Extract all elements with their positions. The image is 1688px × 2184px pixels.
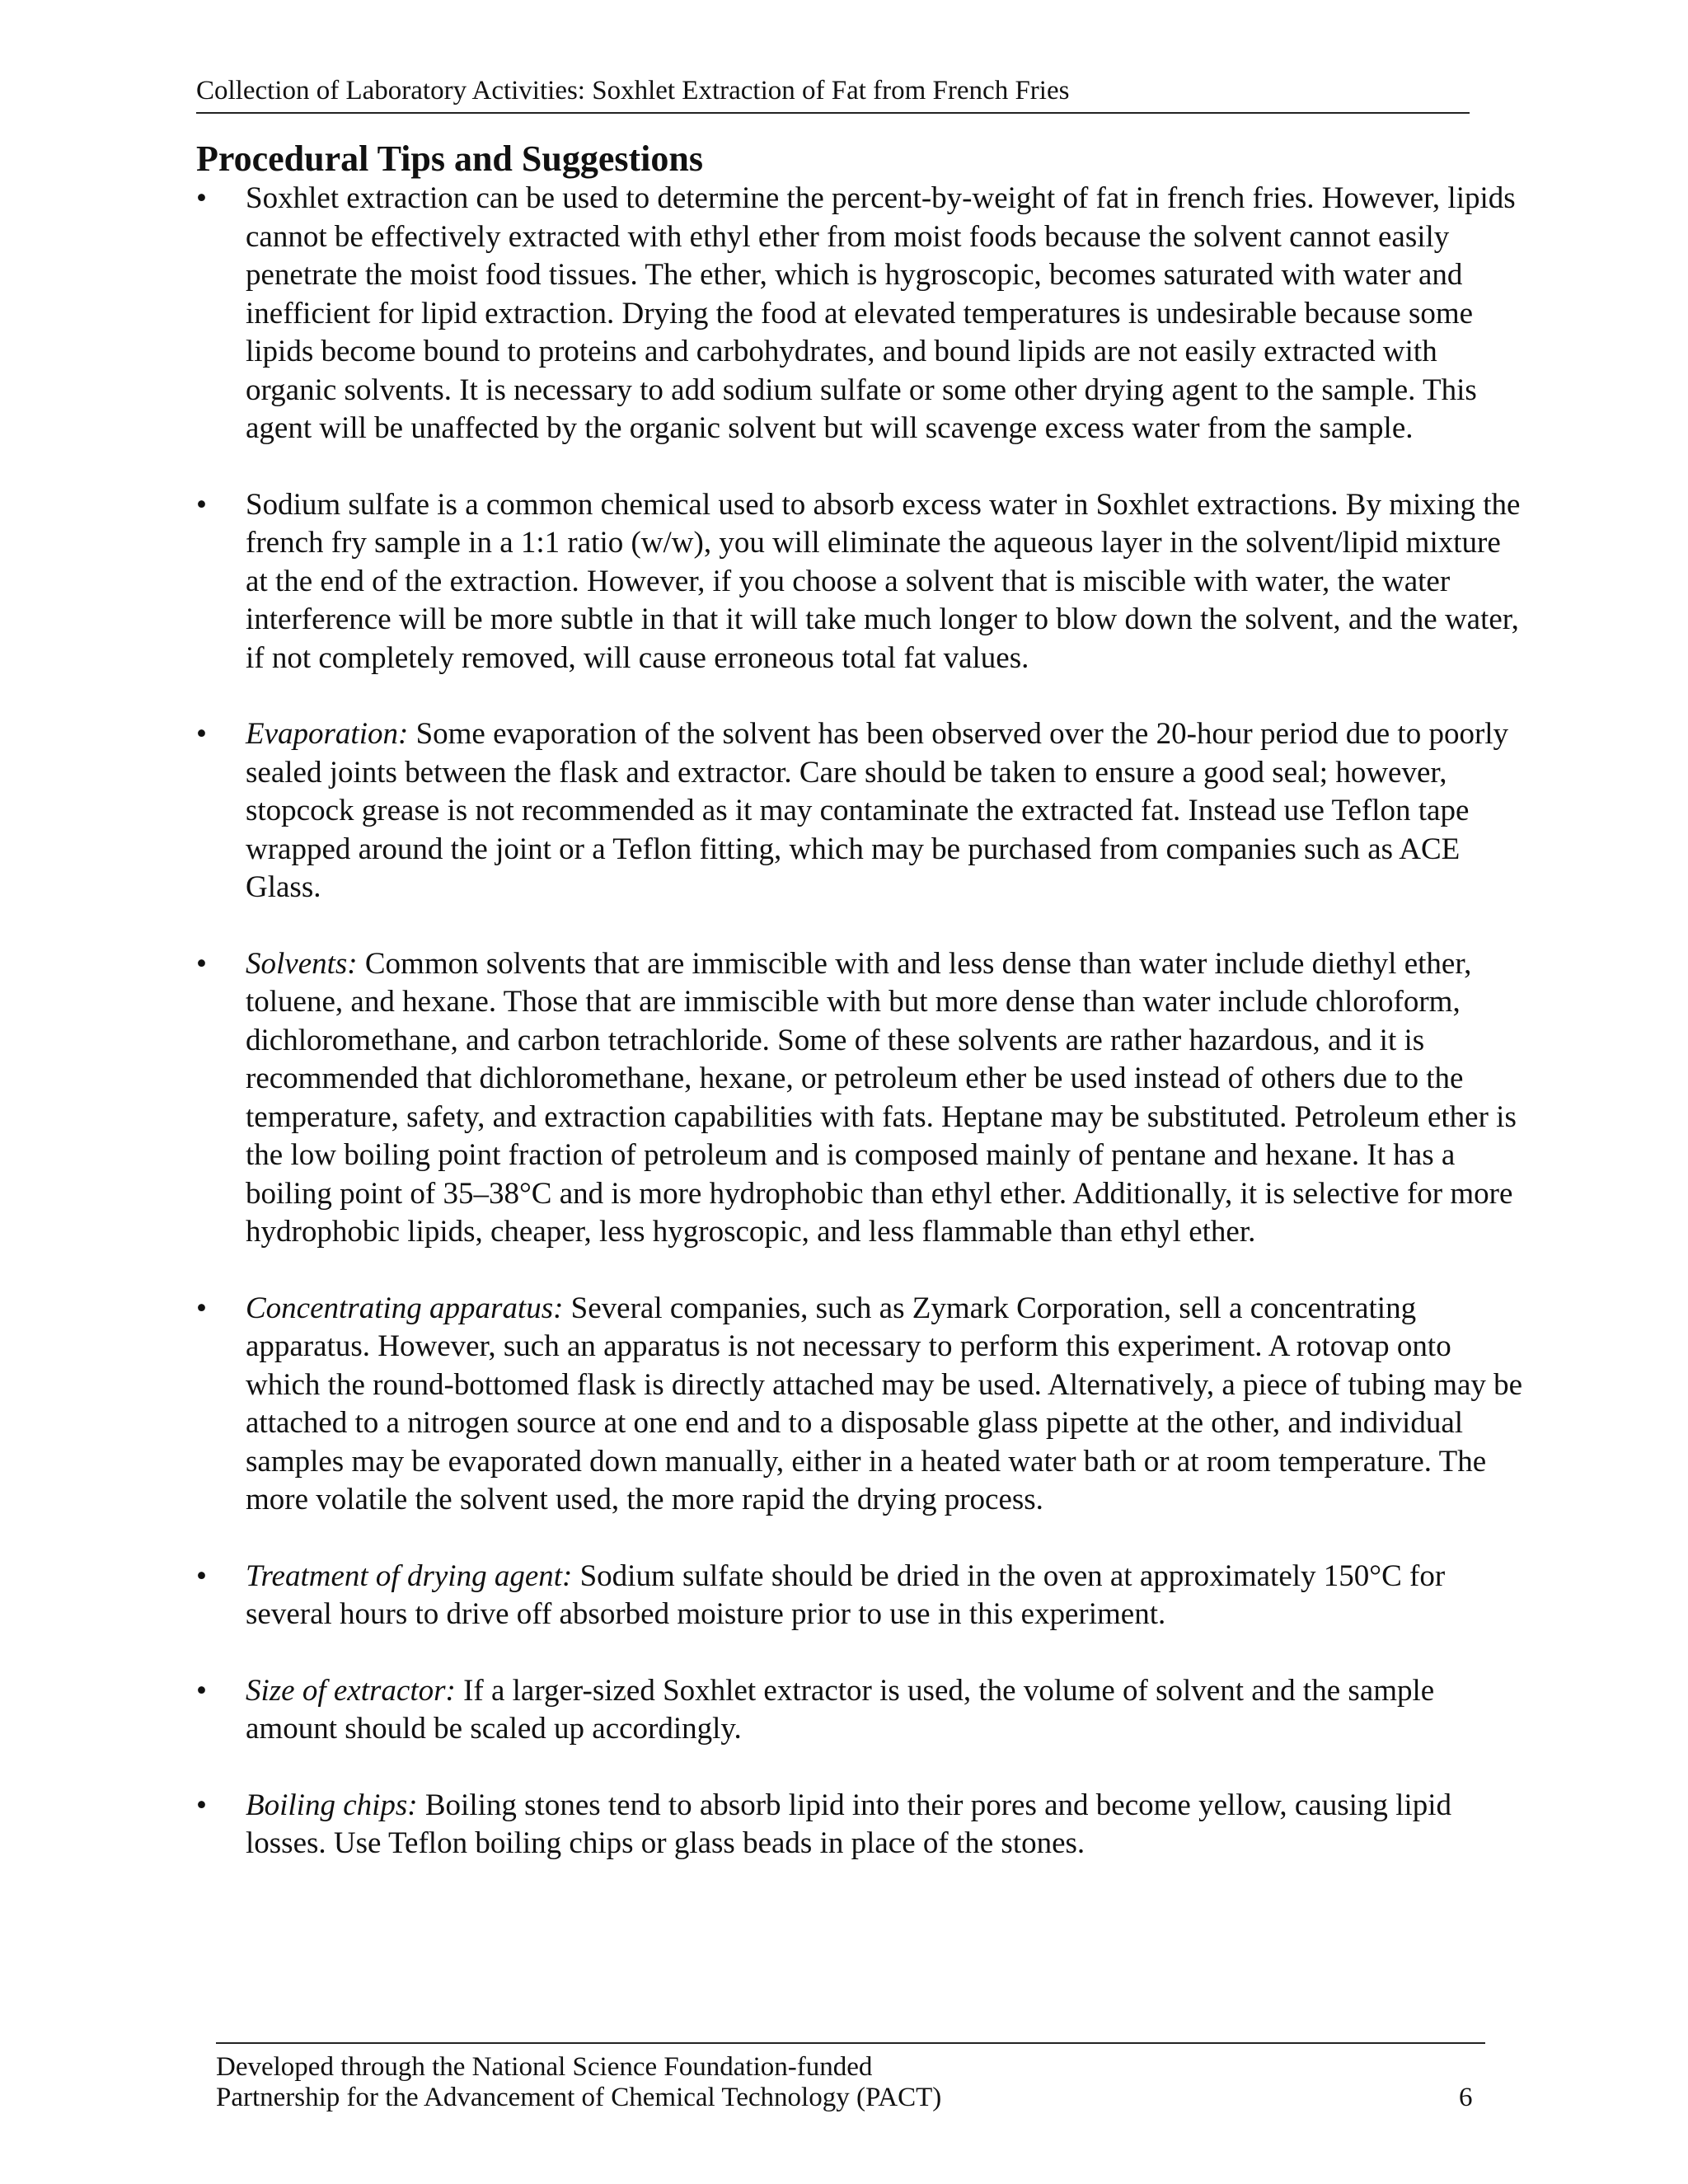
tip-text: Sodium sulfate is a common chemical used to absorb excess water in Soxhlet extractions. By mixing the french fry sample in a 1:1 ratio (w/w), you will eliminate the aqueous layer in the solvent/lipid mixture at the end of the extraction. However, if you choose a solvent that is miscible with water, the water interference will be more subtle in that it will take much longer to blow down the solvent, and the water, if not completely removed, will cause erroneous total fat values.: [246, 487, 1521, 675]
tip-label: Size of extractor:: [246, 1673, 456, 1708]
tip-text: If a larger-sized Soxhlet extractor is used, the volume of solvent and the sample amount should be scaled up accordingly.: [246, 1673, 1435, 1746]
bullet-icon: •: [196, 487, 207, 522]
bullet-icon: •: [196, 1788, 207, 1822]
bullet-icon: •: [196, 946, 207, 981]
tip-item: [196, 945, 1523, 1252]
tip-label: Concentrating apparatus:: [246, 1291, 564, 1325]
tip-item: [196, 486, 1523, 678]
running-header: Collection of Laboratory Activities: Soxhlet Extraction of Fat from French Fries: [196, 73, 1470, 114]
tip-item: [196, 1558, 1523, 1634]
bullet-icon: •: [196, 1291, 207, 1325]
footer-credit: [216, 2052, 941, 2113]
tips-list: [196, 180, 1523, 1863]
bullet-icon: •: [196, 717, 207, 751]
tip-item: [196, 1672, 1523, 1749]
tip-item: [196, 1290, 1523, 1520]
tip-text: Soxhlet extraction can be used to determine the percent-by-weight of fat in french fries. However, lipids cannot be effectively extracted with ethyl ether from moist foods because the solvent cannot easily penetrate the moist food tissues. The ether, which is hygroscopic, becomes saturated with water and inefficient for lipid extraction. Drying the food at elevated temperatures is undesirable because some lipids become bound to proteins and carbohydrates, and bound lipids are not easily extracted with organic solvents. It is necessary to add sodium sulfate or some other drying agent to the sample. This agent will be unaffected by the organic solvent but will scavenge excess water from the sample.: [246, 181, 1516, 445]
tip-label: Solvents:: [246, 946, 358, 981]
tip-label: Boiling chips:: [246, 1788, 418, 1822]
footer-divider: [216, 2042, 1485, 2044]
tip-text: Sodium sulfate should be dried in the oven at approximately 150°C for several hours to drive off absorbed moisture prior to use in this experiment.: [246, 1558, 1446, 1631]
footer-line: Developed through the National Science Foundation-funded: [216, 2052, 873, 2082]
tip-text: Common solvents that are immiscible with and less dense than water include diethyl ether, toluene, and hexane. Those that are immiscible with but more dense than water include chloroform, dichloromethane, and carbon tetrachloride. Some of these solvents are rather hazardous, and it is recommended that dichloromethane, hexane, or petroleum ether be used instead of others due to the temperature, safety, and extraction capabilities with fats. Heptane may be substituted. Petroleum ether is the low boiling point fraction of petroleum and is composed mainly of pentane and hexane. It has a boiling point of 35–38°C and is more hydrophobic than ethyl ether. Additionally, it is selective for more hydrophobic lipids, cheaper, less hygroscopic, and less flammable than ethyl ether.: [246, 946, 1517, 1249]
tip-item: [196, 180, 1523, 448]
bullet-icon: •: [196, 1673, 207, 1708]
tip-label: Evaporation:: [246, 717, 409, 751]
bullet-icon: •: [196, 181, 207, 215]
tip-item: [196, 1787, 1523, 1863]
page-number: 6: [1459, 2083, 1473, 2112]
tip-label: Treatment of drying agent:: [246, 1558, 573, 1593]
tip-item: [196, 715, 1523, 907]
bullet-icon: •: [196, 1558, 207, 1593]
tip-text: Boiling stones tend to absorb lipid into their pores and become yellow, causing lipid losses. Use Teflon boiling chips or glass beads in place of the stones.: [246, 1788, 1451, 1860]
tip-text: Some evaporation of the solvent has been observed over the 20-hour period due to poorly sealed joints between the flask and extractor. Care should be taken to ensure a good seal; however, stopcock grease is not recommended as it may contaminate the extracted fat. Instead use Teflon tape wrapped around the joint or a Teflon fitting, which may be purchased from companies such as ACE Glass.: [246, 717, 1509, 904]
footer-line: Partnership for the Advancement of Chemical Technology (PACT): [216, 2083, 942, 2112]
tip-text: Several companies, such as Zymark Corporation, sell a concentrating apparatus. However, such an apparatus is not necessary to perform this experiment. A rotovap onto which the round-bottomed flask is directly attached may be used. Alternatively, a piece of tubing may be attached to a nitrogen source at one end and to a disposable glass pipette at the other, and individual samples may be evaporated down manually, either in a heated water bath or at room temperature. The more volatile the solvent used, the more rapid the drying process.: [246, 1291, 1523, 1516]
section-title: Procedural Tips and Suggestions: [196, 138, 703, 179]
